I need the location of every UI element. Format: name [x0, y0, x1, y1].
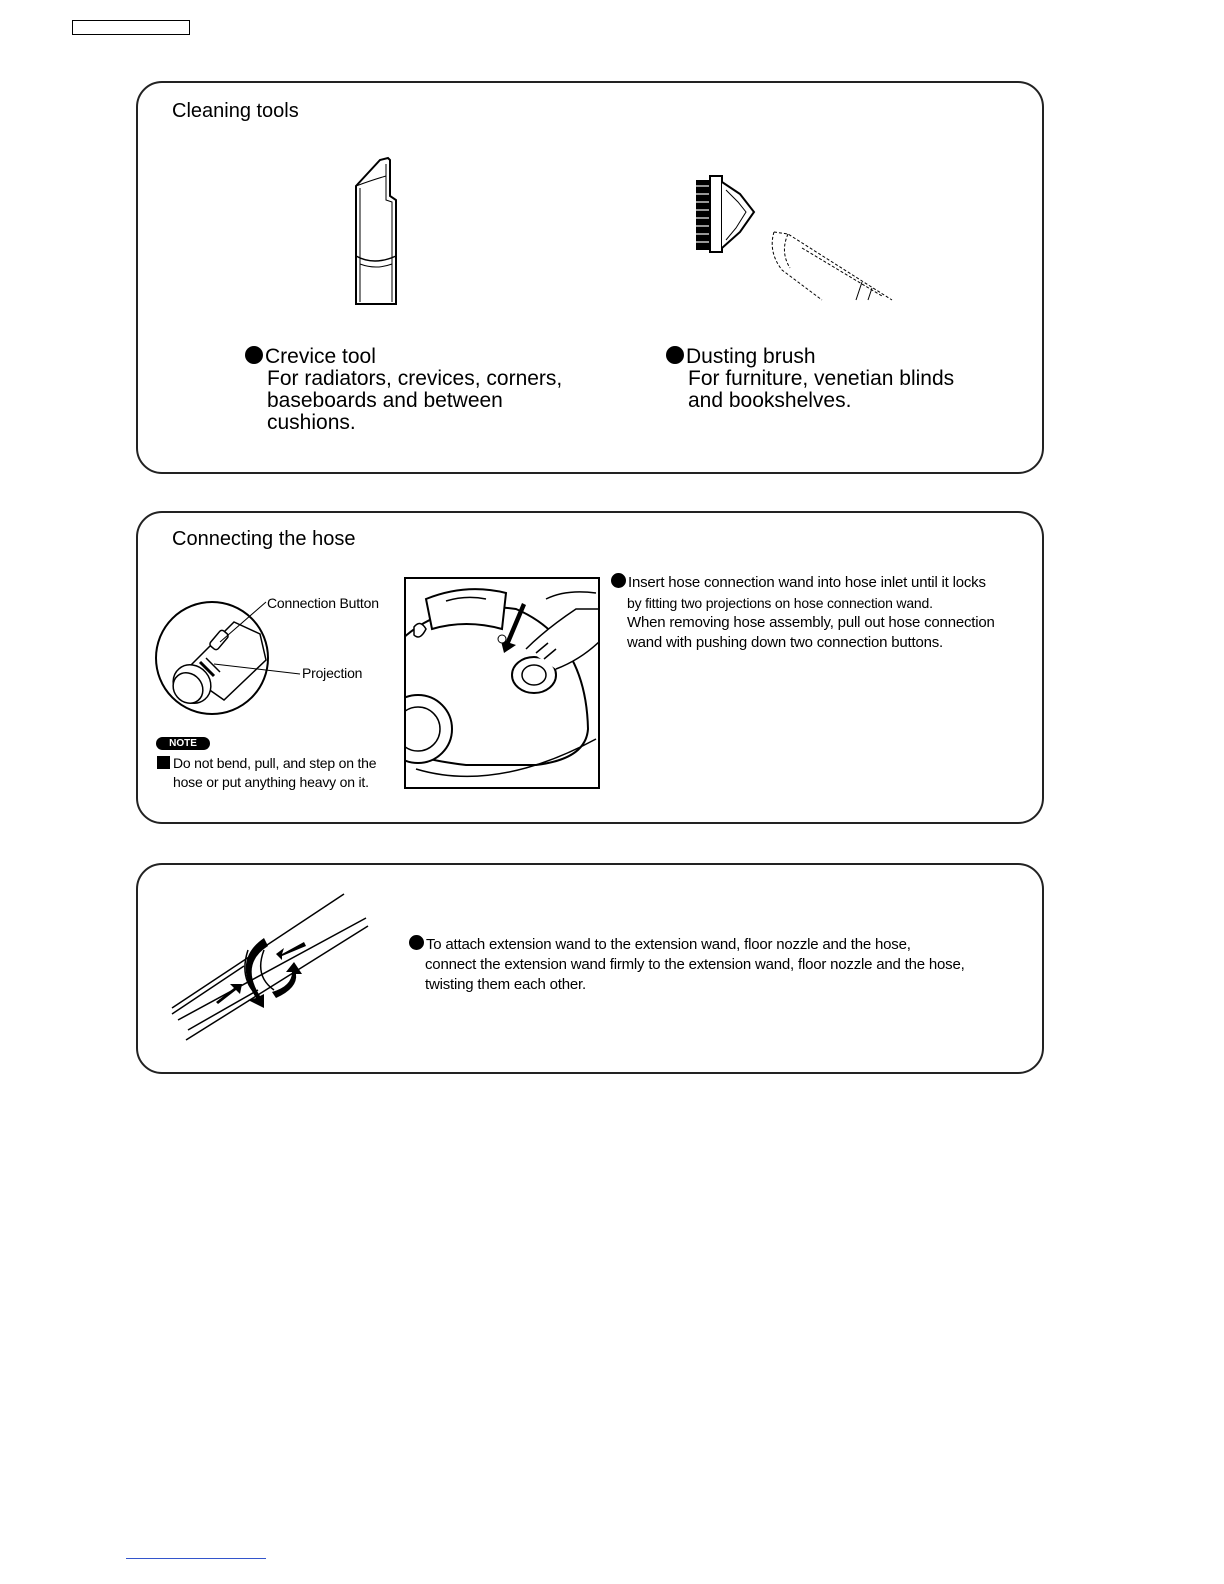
note-line-1: Do not bend, pull, and step on the [173, 755, 377, 771]
note-line-2: hose or put anything heavy on it. [173, 774, 369, 790]
crevice-line-2: baseboards and between [267, 389, 503, 412]
projection-label: Projection [302, 665, 363, 681]
crevice-tool-description [245, 346, 585, 434]
square-bullet-icon [157, 756, 170, 769]
bullet-icon [245, 346, 263, 364]
wand-instr-line-1: To attach extension wand to the extension wand, floor nozzle and the hose, [426, 936, 911, 953]
cleaning-tools-title: Cleaning tools [172, 100, 299, 122]
dusting-line-1: For furniture, venetian blinds [688, 367, 955, 390]
dusting-brush-illustration [692, 172, 902, 306]
footer-link-underline [126, 1558, 266, 1559]
extension-wand-twist-illustration [168, 890, 372, 1046]
bullet-icon [611, 573, 626, 588]
hose-instr-line-3: When removing hose assembly, pull out hose connection [627, 614, 995, 631]
note-badge: NOTE [156, 737, 210, 750]
connection-button-label: Connection Button [267, 595, 379, 611]
wand-instr-line-2: connect the extension wand firmly to the extension wand, floor nozzle and the hose, [425, 956, 965, 973]
extension-wand-instructions [409, 935, 1029, 995]
hose-instr-line-1: Insert hose connection wand into hose inlet until it locks [628, 574, 986, 591]
dusting-line-2: and bookshelves. [688, 389, 852, 412]
bullet-icon [666, 346, 684, 364]
vacuum-hose-insertion-illustration [404, 577, 600, 789]
hose-instructions [611, 573, 1031, 653]
crevice-line-3: cushions. [267, 411, 356, 434]
header-box [72, 20, 190, 35]
connecting-hose-title: Connecting the hose [172, 528, 356, 550]
dusting-brush-description [666, 346, 1006, 412]
bullet-icon [409, 935, 424, 950]
crevice-tool-illustration [350, 156, 402, 308]
crevice-tool-name: Crevice tool [265, 345, 376, 368]
note-text [157, 754, 376, 792]
hose-instr-line-2: by fitting two projections on hose connection wand. [627, 595, 933, 611]
hose-instr-line-4: wand with pushing down two connection buttons. [627, 634, 944, 651]
wand-instr-line-3: twisting them each other. [425, 976, 586, 993]
crevice-line-1: For radiators, crevices, corners, [267, 367, 563, 390]
dusting-brush-name: Dusting brush [686, 345, 816, 368]
